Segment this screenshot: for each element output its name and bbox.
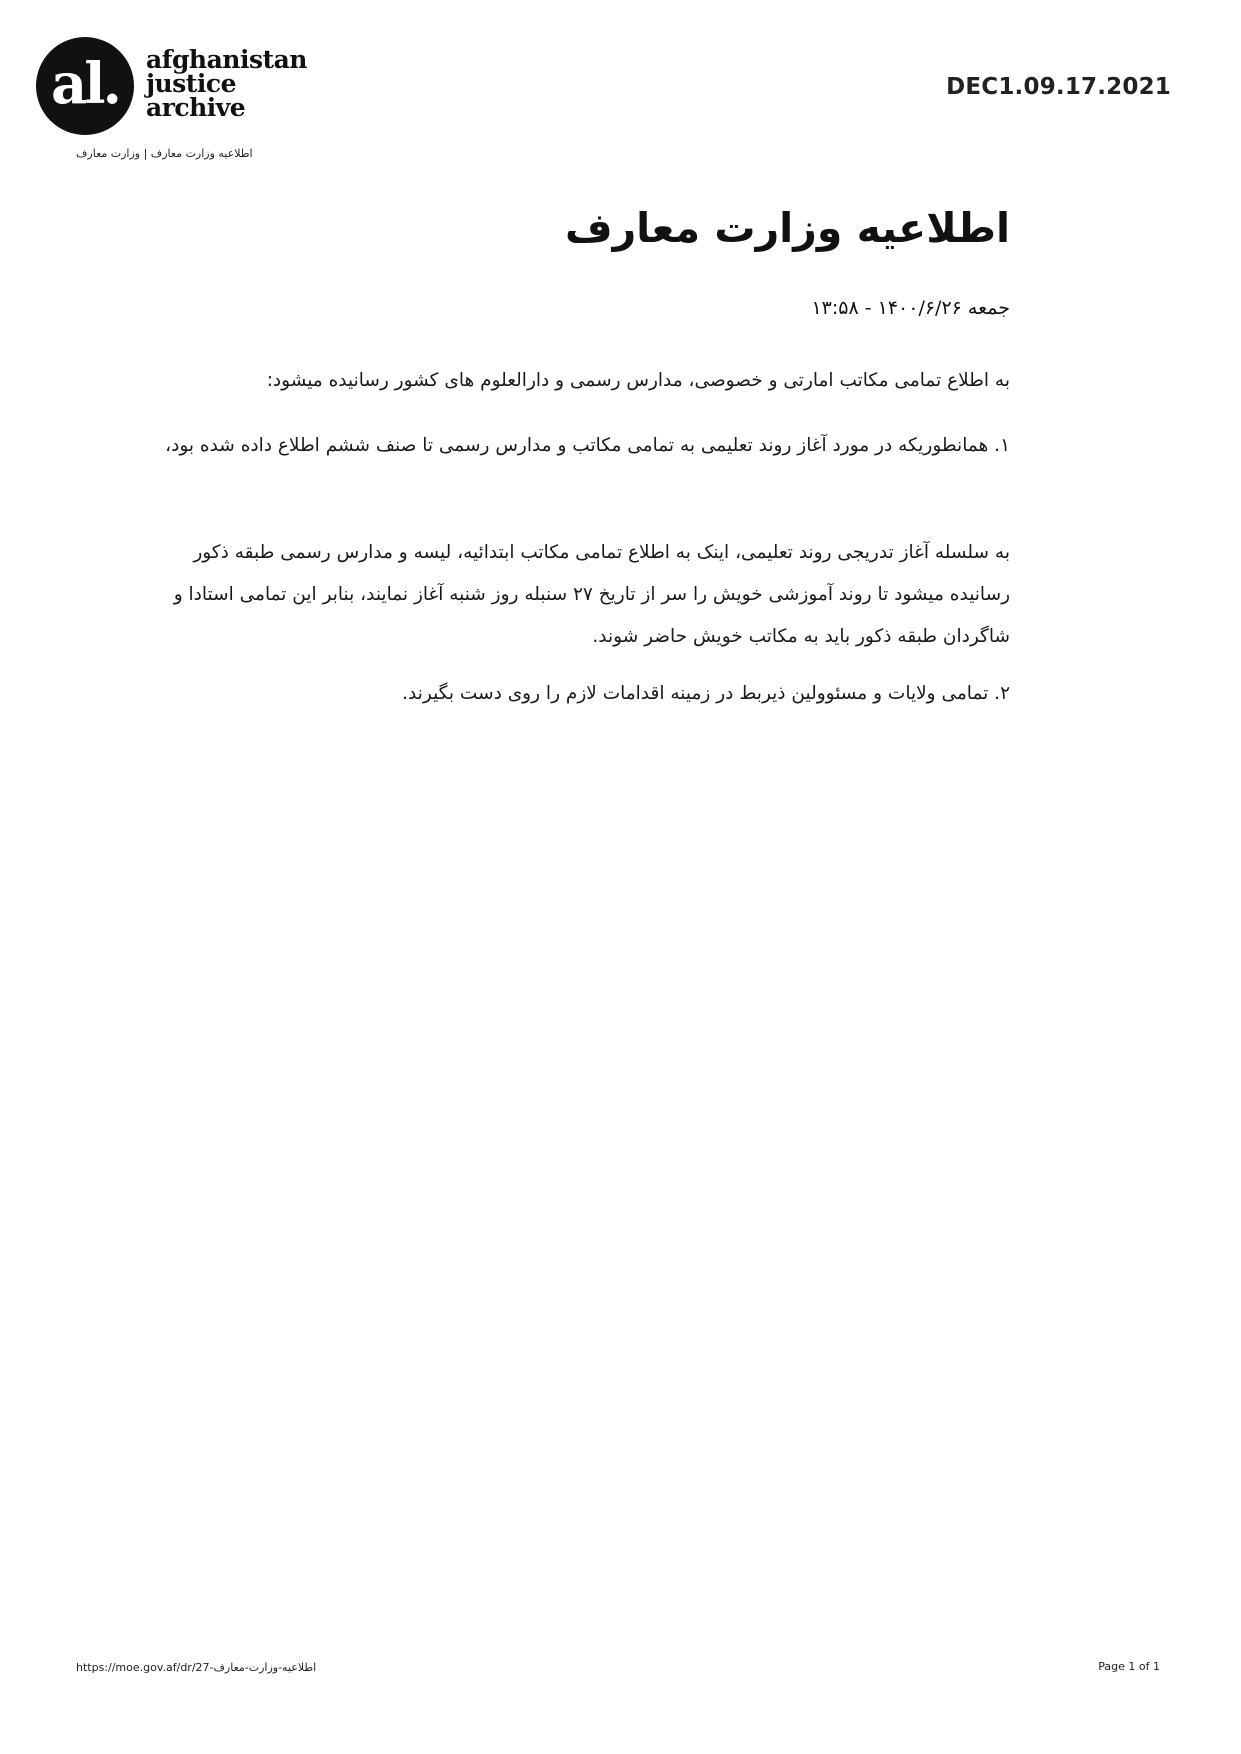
- publish-date: جمعه ۱۴۰۰/۶/۲۶ - ۱۳:۵۸: [811, 297, 1010, 319]
- paragraph: به اطلاع تمامی مکاتب امارتی و خصوصی، مدارس رسمی و دارالعلوم های کشور رسانیده میشود:: [266, 370, 1010, 391]
- paragraph: ۲. تمامی ولایات و مسئوولین ذیربط در زمینه اقدامات لازم را روی دست بگیرند.: [402, 683, 1010, 704]
- logo-mark-text: al.: [50, 51, 120, 117]
- page-number: Page 1 of 1: [1098, 1660, 1160, 1673]
- paragraph: ۱. همانطوریکه در مورد آغاز روند تعلیمی به تمامی مکاتب و مدارس رسمی تا صنف ششم اطلاع داده شده بود،: [165, 435, 1010, 456]
- page-title: اطلاعیه وزارت معارف: [564, 204, 1010, 252]
- logo-line: justice: [146, 69, 236, 98]
- document-id: DEC1.09.17.2021: [946, 74, 1171, 100]
- paragraph: به سلسله آغاز تدریجی روند تعلیمی، اینک به اطلاع تمامی مکاتب ابتدائیه، لیسه و مدارس رسمی طبقه ذکور رسانیده میشود تا روند آموزشی خویش را سر از تاریخ ۲۷ سنبله روز شنبه آغاز نمایند، بنابر این تمامی استادا و شاگردان طبقه ذکور باید به مکاتب خویش حاضر شوند.: [173, 542, 1010, 647]
- logo-line: afghanistan: [146, 45, 307, 74]
- breadcrumb: اطلاعیه وزارت معارف | وزارت معارف: [76, 147, 253, 160]
- source-url: https://moe.gov.af/dr/27-اطلاعیه-وزارت-معارف: [76, 1661, 317, 1674]
- logo-line: archive: [146, 93, 246, 122]
- archive-logo-mark: [36, 37, 134, 135]
- archive-logo-wordmark: [146, 45, 307, 122]
